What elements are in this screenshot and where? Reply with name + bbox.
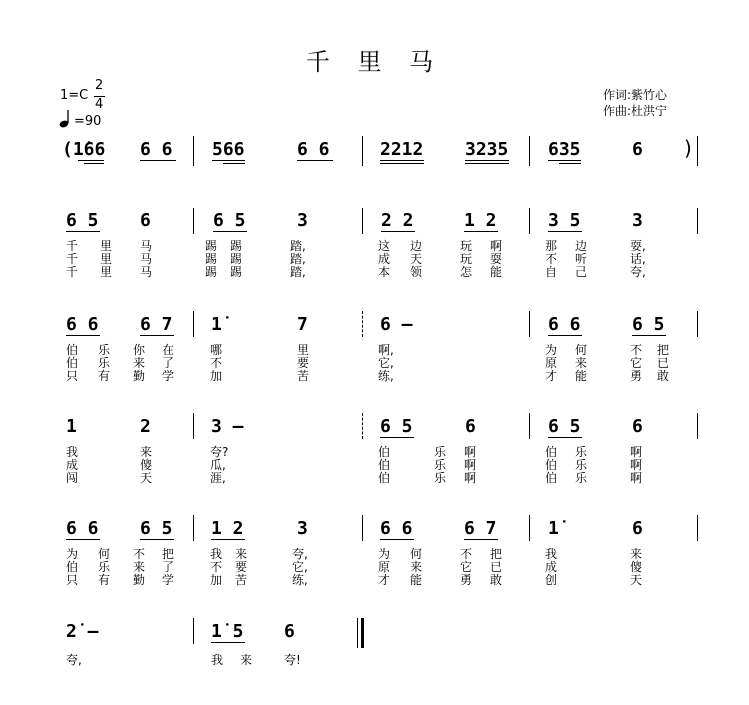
beat-underline <box>548 160 581 161</box>
note-group: 6 6 <box>66 314 99 335</box>
lyricist-credit: 作词:紫竹心 <box>603 88 668 102</box>
note-group: 6 5 <box>213 210 246 231</box>
lyric-syllable: 瓜, <box>210 458 226 472</box>
barline <box>193 311 194 337</box>
lyric-syllable: 天 <box>140 471 153 485</box>
beat-underline <box>548 437 582 438</box>
lyric-syllable: 边 <box>575 239 588 253</box>
note-group: 3 <box>632 210 643 231</box>
lyric-syllable: 马 <box>140 252 153 266</box>
lyric-syllable: 不 <box>210 560 223 574</box>
beat-underline <box>380 160 424 161</box>
beat-underline <box>212 160 245 161</box>
lyric-syllable: 夸, <box>292 547 308 561</box>
lyric-syllable: 踢 <box>230 265 243 279</box>
note-group: 6 5 <box>548 416 581 437</box>
lyric-syllable: 乐 <box>434 471 447 485</box>
lyric-syllable: 成 <box>66 458 79 472</box>
lyric-syllable: 加 <box>210 573 223 587</box>
lyric-syllable: 为 <box>378 547 391 561</box>
lyric-syllable: 为 <box>66 547 79 561</box>
note-group: 6 <box>632 139 643 160</box>
note-group: 1̇ <box>211 314 222 335</box>
lyric-syllable: 苦 <box>297 369 310 383</box>
lyric-syllable: 我 <box>210 547 223 561</box>
lyric-syllable: 啊 <box>464 458 477 472</box>
beat-underline <box>632 335 666 336</box>
lyric-syllable: 我 <box>66 445 79 459</box>
barline <box>193 413 194 439</box>
lyric-syllable: 领 <box>410 265 423 279</box>
lyric-syllable: 千 <box>66 265 79 279</box>
lyric-syllable: 夸? <box>210 445 229 459</box>
tempo-marking: =90 <box>74 114 102 129</box>
note-group: 2̇ – <box>66 621 99 642</box>
barline <box>529 208 530 234</box>
lyric-syllable: 伯 <box>545 471 558 485</box>
lyric-syllable: 天 <box>410 252 423 266</box>
lyric-syllable: 踢 <box>230 252 243 266</box>
lyric-syllable: 伯 <box>66 356 79 370</box>
note-group: 6 <box>284 621 295 642</box>
barline <box>697 208 698 234</box>
note-group: 2212 <box>380 139 424 160</box>
lyric-syllable: 练, <box>292 573 308 587</box>
time-signature-top: 2 <box>95 78 104 93</box>
note-group: 6 5 <box>632 314 665 335</box>
lyric-syllable: 勤 <box>133 573 146 587</box>
lyric-syllable: 加 <box>210 369 223 383</box>
note-group: 3 <box>297 518 308 539</box>
lyric-syllable: 能 <box>410 573 423 587</box>
lyric-syllable: 勇 <box>630 369 643 383</box>
barline <box>362 208 363 234</box>
lyric-syllable: 涯, <box>210 471 226 485</box>
lyric-syllable: 能 <box>575 369 588 383</box>
lyric-syllable: 你 <box>133 343 146 357</box>
lyric-syllable: 闯 <box>66 471 79 485</box>
lyric-syllable: 学 <box>162 573 175 587</box>
lyric-syllable: 学 <box>162 369 175 383</box>
lyric-syllable: 伯 <box>378 471 391 485</box>
lyric-syllable: 傻 <box>140 458 153 472</box>
lyric-syllable: 原 <box>378 560 391 574</box>
lyric-syllable: 天 <box>630 573 643 587</box>
lyric-syllable: 不 <box>133 547 146 561</box>
lyric-syllable: 耍 <box>490 252 503 266</box>
lyric-syllable: 怎 <box>460 265 473 279</box>
barline <box>193 208 194 234</box>
note-group: 6 <box>140 210 151 231</box>
lyric-syllable: 我 <box>545 547 558 561</box>
note-group: 6 7 <box>464 518 497 539</box>
lyric-syllable: 这 <box>378 239 391 253</box>
note-group: 3 – <box>211 416 244 437</box>
beat-underline <box>213 231 247 232</box>
note-group: 6 7 <box>140 314 173 335</box>
lyric-syllable: 那 <box>545 239 558 253</box>
barline <box>362 136 363 166</box>
beat-underline <box>66 335 100 336</box>
lyric-syllable: 何 <box>98 547 111 561</box>
beat-underline <box>465 160 509 161</box>
beat-underline <box>380 539 414 540</box>
lyric-syllable: 原 <box>545 356 558 370</box>
lyric-syllable: 要 <box>297 356 310 370</box>
lyric-syllable: 它, <box>378 356 394 370</box>
lyric-syllable: 啊 <box>490 239 503 253</box>
lyric-syllable: 踢 <box>205 265 218 279</box>
lyric-syllable: 了 <box>162 356 175 370</box>
lyric-syllable: 要 <box>235 560 248 574</box>
note-group: 2 <box>140 416 151 437</box>
lyric-syllable: 它, <box>292 560 308 574</box>
beat-underline <box>66 231 100 232</box>
note-group: 6 6 <box>548 314 581 335</box>
lyric-syllable: 勇 <box>460 573 473 587</box>
beat-underline <box>297 160 333 161</box>
barline <box>529 515 530 541</box>
barline <box>193 136 194 166</box>
beat-underline <box>380 437 414 438</box>
lyric-syllable: 为 <box>545 343 558 357</box>
lyric-syllable: 乐 <box>434 445 447 459</box>
lyric-syllable: 啊, <box>378 343 394 357</box>
lyric-syllable: 夸, <box>66 653 82 667</box>
lyric-syllable: 伯 <box>378 445 391 459</box>
barline <box>697 413 698 439</box>
lyric-syllable: 玩 <box>460 239 473 253</box>
lyric-syllable: 马 <box>140 239 153 253</box>
lyric-syllable: 创 <box>545 573 558 587</box>
lyric-syllable: 把 <box>162 547 175 561</box>
lyric-syllable: 傻 <box>630 560 643 574</box>
beat-underline <box>84 163 104 164</box>
lyric-syllable: 苦 <box>235 573 248 587</box>
time-signature-bottom: 4 <box>95 97 104 112</box>
lyric-syllable: 来 <box>133 356 146 370</box>
note-group: 1 2 <box>211 518 244 539</box>
key-signature: 1=C <box>60 88 89 103</box>
lyric-syllable: 踢 <box>205 252 218 266</box>
lyric-syllable: 已 <box>657 356 670 370</box>
lyric-syllable: 何 <box>575 343 588 357</box>
beat-underline <box>140 160 176 161</box>
barline <box>529 136 530 166</box>
note-group: 6 5 <box>380 416 413 437</box>
note-group: 2 2 <box>381 210 414 231</box>
lyric-syllable: 能 <box>490 265 503 279</box>
final-barline-thin <box>357 618 358 648</box>
lyric-syllable: 啊 <box>464 471 477 485</box>
lyric-syllable: 来 <box>133 560 146 574</box>
lyric-syllable: 千 <box>66 252 79 266</box>
barline <box>697 515 698 541</box>
lyric-syllable: 才 <box>378 573 391 587</box>
note-group: 3 <box>297 210 308 231</box>
note-group: 6 5 <box>140 518 173 539</box>
lyric-syllable: 乐 <box>575 471 588 485</box>
lyric-syllable: 不 <box>210 356 223 370</box>
lyric-syllable: 啊 <box>630 458 643 472</box>
lyric-syllable: 把 <box>490 547 503 561</box>
lyric-syllable: 乐 <box>98 560 111 574</box>
beat-underline <box>223 163 245 164</box>
beat-underline <box>548 335 582 336</box>
lyric-syllable: 来 <box>140 445 153 459</box>
lyric-syllable: 踢 <box>230 239 243 253</box>
barline <box>193 618 194 644</box>
barline <box>362 515 363 541</box>
lyric-syllable: 里 <box>297 343 310 357</box>
lyric-syllable: 耍, <box>630 239 646 253</box>
note-group: 635 <box>548 139 581 160</box>
lyric-syllable: 里 <box>100 265 113 279</box>
lyric-syllable: 夸! <box>284 653 301 667</box>
note-group: 3 5 <box>548 210 581 231</box>
note-group: 6 <box>632 416 643 437</box>
barline <box>529 413 530 439</box>
lyric-syllable: 敢 <box>490 573 503 587</box>
lyric-syllable: 勤 <box>133 369 146 383</box>
note-group: 566 <box>212 139 245 160</box>
note-group: 1̇ 5 <box>211 621 244 642</box>
lyric-syllable: 伯 <box>545 458 558 472</box>
beat-underline <box>211 642 245 643</box>
beat-underline <box>465 163 509 164</box>
lyric-syllable: 了 <box>162 560 175 574</box>
lyric-syllable: 伯 <box>378 458 391 472</box>
lyric-syllable: 自 <box>545 265 558 279</box>
beat-underline <box>140 335 174 336</box>
lyric-syllable: 啊 <box>630 445 643 459</box>
lyric-syllable: 不 <box>545 252 558 266</box>
lyric-syllable: 我 <box>211 653 224 667</box>
lyric-syllable: 伯 <box>66 560 79 574</box>
lyric-syllable: 成 <box>378 252 391 266</box>
lyric-syllable: 己 <box>575 265 588 279</box>
closing-paren: ) <box>684 136 692 160</box>
lyric-syllable: 踏, <box>290 265 306 279</box>
lyric-syllable: 千 <box>66 239 79 253</box>
lyric-syllable: 练, <box>378 369 394 383</box>
lyric-syllable: 乐 <box>575 445 588 459</box>
barline <box>193 515 194 541</box>
lyric-syllable: 啊 <box>464 445 477 459</box>
note-group: 1 <box>66 416 77 437</box>
beat-underline <box>381 231 415 232</box>
lyric-syllable: 本 <box>378 265 391 279</box>
lyric-syllable: 来 <box>240 653 253 667</box>
lyric-syllable: 踏, <box>290 252 306 266</box>
lyric-syllable: 伯 <box>66 343 79 357</box>
note-group: 7 <box>297 314 308 335</box>
lyric-syllable: 乐 <box>575 458 588 472</box>
barline <box>529 311 530 337</box>
lyric-syllable: 只 <box>66 573 79 587</box>
final-barline-thick <box>361 618 364 648</box>
lyric-syllable: 踢 <box>205 239 218 253</box>
note-group: 3235 <box>465 139 509 160</box>
barline-dashed <box>362 413 363 439</box>
note-group: 1̇ <box>548 518 559 539</box>
lyric-syllable: 在 <box>162 343 175 357</box>
note-group: 6 6 <box>66 518 99 539</box>
lyric-syllable: 伯 <box>545 445 558 459</box>
note-group: 6 <box>465 416 476 437</box>
lyric-syllable: 来 <box>235 547 248 561</box>
lyric-syllable: 有 <box>98 369 111 383</box>
beat-underline <box>78 160 104 161</box>
lyric-syllable: 有 <box>98 573 111 587</box>
note-group: 6 5 <box>66 210 99 231</box>
note-group: 1 2 <box>464 210 497 231</box>
lyric-syllable: 不 <box>460 547 473 561</box>
lyric-syllable: 乐 <box>98 343 111 357</box>
lyric-syllable: 啊 <box>630 471 643 485</box>
beat-underline <box>211 539 245 540</box>
lyric-syllable: 夸, <box>630 265 646 279</box>
beat-underline <box>140 539 174 540</box>
lyric-syllable: 乐 <box>98 356 111 370</box>
note-group: 6 6 <box>140 139 173 160</box>
lyric-syllable: 已 <box>490 560 503 574</box>
lyric-syllable: 听 <box>575 252 588 266</box>
note-group: 6 <box>632 518 643 539</box>
note-group: 6 6 <box>297 139 330 160</box>
lyric-syllable: 它 <box>630 356 643 370</box>
beat-underline <box>66 539 100 540</box>
lyric-syllable: 乐 <box>434 458 447 472</box>
note-group: 6 – <box>380 314 413 335</box>
lyric-syllable: 马 <box>140 265 153 279</box>
lyric-syllable: 来 <box>410 560 423 574</box>
lyric-syllable: 边 <box>410 239 423 253</box>
barline <box>697 311 698 337</box>
lyric-syllable: 里 <box>100 252 113 266</box>
lyric-syllable: 来 <box>575 356 588 370</box>
lyric-syllable: 话, <box>630 252 646 266</box>
lyric-syllable: 它 <box>460 560 473 574</box>
note-group: 6 6 <box>380 518 413 539</box>
lyric-syllable: 玩 <box>460 252 473 266</box>
barline-dashed <box>362 311 363 337</box>
lyric-syllable: 只 <box>66 369 79 383</box>
beat-underline <box>380 163 424 164</box>
lyric-syllable: 不 <box>630 343 643 357</box>
lyric-syllable: 来 <box>630 547 643 561</box>
lyric-syllable: 里 <box>100 239 113 253</box>
lyric-syllable: 才 <box>545 369 558 383</box>
lyric-syllable: 敢 <box>657 369 670 383</box>
lyric-syllable: 成 <box>545 560 558 574</box>
beat-underline <box>548 231 582 232</box>
song-title: 千 里 马 <box>305 48 444 76</box>
barline <box>697 136 698 166</box>
beat-underline <box>559 163 581 164</box>
note-group: (1̇66 <box>62 139 106 160</box>
lyric-syllable: 何 <box>410 547 423 561</box>
lyric-syllable: 踏, <box>290 239 306 253</box>
beat-underline <box>464 539 498 540</box>
composer-credit: 作曲:杜洪宁 <box>603 104 668 118</box>
beat-underline <box>464 231 498 232</box>
lyric-syllable: 把 <box>657 343 670 357</box>
lyric-syllable: 哪 <box>210 343 223 357</box>
